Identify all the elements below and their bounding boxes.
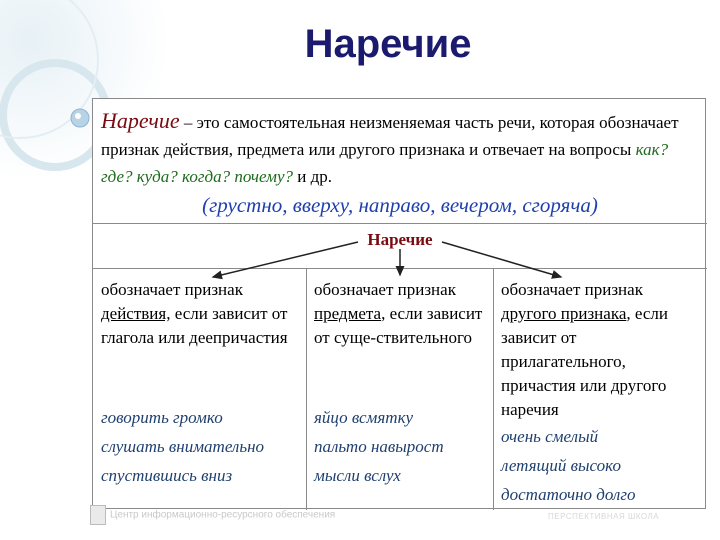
example-item: достаточно долго — [501, 485, 636, 504]
divider-columns — [93, 268, 707, 269]
definition-paragraph — [101, 107, 701, 190]
column-action-underlined: действия, — [101, 304, 171, 323]
example-item: говорить громко — [101, 408, 223, 427]
column-divider-2 — [493, 268, 494, 510]
column-action-examples — [101, 403, 303, 490]
definition-text-part1: – это самостоятельная неизменяемая часть речи, которая обозначает признак действия, предмета или другого признака и отвечает на вопросы — [101, 113, 679, 159]
column-object-post: , если зависит от суще-ствительного — [314, 304, 483, 347]
column-feature — [501, 278, 701, 422]
example-item: спустившись вниз — [101, 466, 233, 485]
footer-text: Центр информационно-ресурсного обеспечения — [110, 509, 336, 521]
column-action-pre: обозначает признак — [101, 280, 243, 299]
document-icon — [90, 505, 106, 525]
example-item: летящий высоко — [501, 456, 621, 475]
column-action — [101, 278, 303, 350]
column-feature-underlined: другого признака — [501, 304, 627, 323]
column-feature-pre: обозначает признак — [501, 280, 643, 299]
content-card — [92, 98, 706, 509]
column-object-pre: обозначает признак — [314, 280, 456, 299]
column-object — [314, 278, 490, 350]
column-object-examples — [314, 403, 490, 490]
column-action-post: если зависит от глагола или деепричастия — [101, 304, 288, 347]
center-word: Наречие — [367, 230, 433, 249]
example-item: пальто навырост — [314, 437, 444, 456]
arrow-right — [442, 242, 561, 277]
example-item: очень смелый — [501, 427, 599, 446]
example-item: слушать внимательно — [101, 437, 265, 456]
definition-questions: как? где? куда? когда? почему? — [101, 140, 669, 186]
definition-text-part2: и др. — [293, 167, 333, 186]
watermark: ПЕРСПЕКТИВНАЯ ШКОЛА — [548, 512, 660, 521]
column-divider-1 — [306, 268, 307, 510]
arrow-left — [213, 242, 358, 277]
footer — [90, 505, 390, 525]
page-title: Наречие — [304, 22, 472, 66]
column-object-underlined: предмета — [314, 304, 382, 323]
column-feature-post: , если зависит от прилагательного, причастия или другого наречия — [501, 304, 668, 419]
column-feature-examples — [501, 422, 701, 509]
examples-line: (грустно, вверху, направо, вечером, сгоряча) — [202, 193, 598, 217]
example-item: мысли вслух — [314, 466, 401, 485]
example-item: яйцо всмятку — [314, 408, 414, 427]
divider-top — [93, 223, 707, 224]
definition-term: Наречие — [101, 108, 180, 133]
